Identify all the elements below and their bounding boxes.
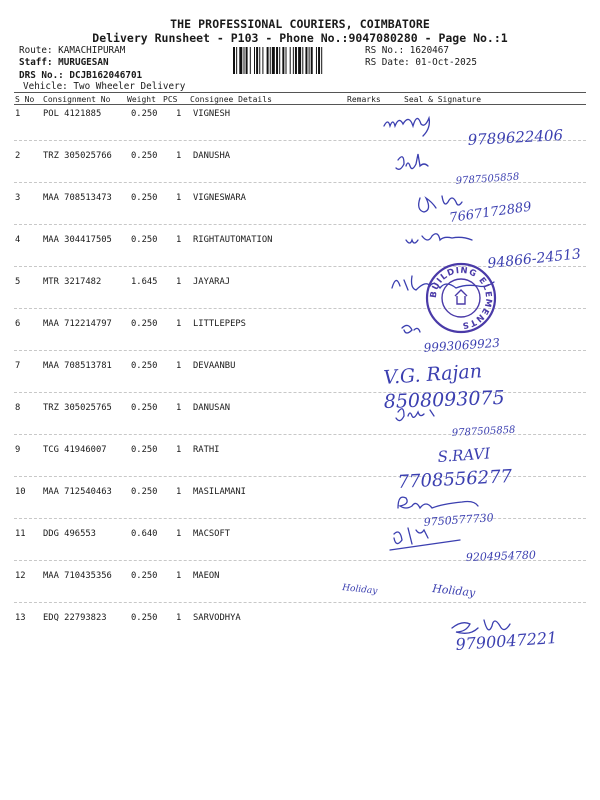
row-pcs: 1 bbox=[176, 235, 182, 245]
row-sno: 6 bbox=[15, 319, 21, 329]
drs-number: DRS No.: DCJB162046701 bbox=[19, 70, 143, 81]
row-sno: 3 bbox=[15, 193, 21, 203]
handwritten-remark-row-12: Holiday bbox=[341, 583, 378, 597]
row-consignee: DANUSAN bbox=[193, 403, 231, 413]
row-weight: 0.250 bbox=[131, 235, 158, 245]
col-seal-signature: Seal & Signature bbox=[404, 95, 482, 104]
company-seal-stamp bbox=[425, 262, 497, 334]
seal-text: BUILDING ELEMENTS bbox=[428, 265, 494, 331]
row-consignment-no: EDQ 22793823 bbox=[43, 613, 107, 623]
col-weight: Weight bbox=[127, 95, 156, 104]
row-sno: 7 bbox=[15, 361, 21, 371]
row-pcs: 1 bbox=[176, 487, 182, 497]
row-weight: 0.250 bbox=[131, 193, 158, 203]
rs-number: RS No.: 1620467 bbox=[365, 45, 449, 56]
row-consignee: VIGNESWARA bbox=[193, 193, 246, 203]
row-pcs: 1 bbox=[176, 151, 182, 161]
handwritten-phone-row-13: 9790047221 bbox=[454, 627, 558, 654]
vehicle-label: Vehicle: Two Wheeler Delivery bbox=[23, 81, 186, 92]
signature-row-6 bbox=[402, 325, 420, 333]
row-pcs: 1 bbox=[176, 277, 182, 287]
row-pcs: 1 bbox=[176, 529, 182, 539]
row-pcs: 1 bbox=[176, 193, 182, 203]
row-sno: 8 bbox=[15, 403, 21, 413]
row-consignment-no: MAA 708513781 bbox=[43, 361, 112, 371]
seal-inner-ring bbox=[442, 279, 480, 317]
row-consignment-no: MAA 712540463 bbox=[43, 487, 112, 497]
row-sno: 10 bbox=[15, 487, 26, 497]
handwritten-phone-row-4: 94866-24513 bbox=[486, 246, 582, 272]
handwritten-name-row-9: S.RAVI bbox=[437, 444, 491, 466]
row-sno: 4 bbox=[15, 235, 21, 245]
row-weight: 0.250 bbox=[131, 319, 158, 329]
row-weight: 0.250 bbox=[131, 361, 158, 371]
signature-row-2 bbox=[396, 154, 428, 169]
row-consignee: RATHI bbox=[193, 445, 220, 455]
row-sno: 13 bbox=[15, 613, 26, 623]
signature-row-4 bbox=[406, 234, 472, 243]
row-sno: 12 bbox=[15, 571, 26, 581]
col-pcs: PCS bbox=[163, 95, 178, 104]
runsheet-subtitle: Delivery Runsheet - P103 - Phone No.:9047080280 - Page No.:1 bbox=[92, 31, 508, 45]
row-consignee: JAYARAJ bbox=[193, 277, 231, 287]
row-consignment-no: TRZ 305025766 bbox=[43, 151, 112, 161]
row-pcs: 1 bbox=[176, 319, 182, 329]
row-weight: 0.250 bbox=[131, 571, 158, 581]
col-remarks: Remarks bbox=[347, 95, 381, 104]
col-sno: S No bbox=[15, 95, 35, 104]
row-consignment-no: TRZ 305025765 bbox=[43, 403, 112, 413]
row-consignment-no: MAA 712214797 bbox=[43, 319, 112, 329]
row-consignment-no: MAA 708513473 bbox=[43, 193, 112, 203]
row-consignee: MASILAMANI bbox=[193, 487, 246, 497]
row-weight: 0.250 bbox=[131, 613, 158, 623]
row-consignee: DANUSHA bbox=[193, 151, 231, 161]
row-consignee: SARVODHYA bbox=[193, 613, 241, 623]
signature-row-11 bbox=[390, 528, 460, 550]
row-pcs: 1 bbox=[176, 361, 182, 371]
col-consignment: Consignment No bbox=[43, 95, 111, 104]
row-weight: 0.250 bbox=[131, 151, 158, 161]
handwritten-text bbox=[341, 126, 582, 654]
row-consignee: MACSOFT bbox=[193, 529, 231, 539]
row-consignee: MAEON bbox=[193, 571, 220, 581]
row-sno: 11 bbox=[15, 529, 26, 539]
handwritten-phone-row-3: 7667172889 bbox=[448, 199, 533, 226]
row-consignee: VIGNESH bbox=[193, 109, 231, 119]
handwritten-name-row-7: V.G. Rajan bbox=[382, 360, 483, 389]
row-pcs: 1 bbox=[176, 613, 182, 623]
row-consignment-no: TCG 41946007 bbox=[43, 445, 107, 455]
signature-row-10 bbox=[398, 497, 478, 508]
col-consignee: Consignee Details bbox=[190, 95, 272, 104]
handwritten-seal-row-12: Holiday bbox=[431, 582, 476, 600]
handwritten-phone-row-9: 7708556277 bbox=[397, 466, 513, 493]
rs-date: RS Date: 01-Oct-2025 bbox=[365, 57, 477, 68]
row-weight: 0.250 bbox=[131, 403, 158, 413]
row-consignment-no: MAA 304417505 bbox=[43, 235, 112, 245]
handwritten-phone-row-2: 9787505858 bbox=[455, 171, 520, 187]
row-weight: 0.250 bbox=[131, 487, 158, 497]
handwritten-phone-row-8: 9787505858 bbox=[451, 424, 516, 439]
row-consignment-no: POL 4121885 bbox=[43, 109, 102, 119]
row-consignment-no: MAA 710435356 bbox=[43, 571, 112, 581]
row-weight: 0.250 bbox=[131, 445, 158, 455]
row-consignee: RIGHTAUTOMATION bbox=[193, 235, 273, 245]
handwritten-phone-row-11: 9204954780 bbox=[465, 548, 537, 564]
row-sno: 2 bbox=[15, 151, 21, 161]
row-weight: 0.250 bbox=[131, 109, 158, 119]
row-pcs: 1 bbox=[176, 109, 182, 119]
handwritten-phone-row-1: 9789622406 bbox=[467, 126, 564, 149]
handwritten-phone-row-7: 8508093075 bbox=[383, 386, 505, 413]
handwritten-phone-row-10: 9750577730 bbox=[423, 511, 495, 529]
row-weight: 1.645 bbox=[131, 277, 158, 287]
route-label: Route: KAMACHIPURAM bbox=[19, 45, 126, 56]
row-consignee: LITTLEPEPS bbox=[193, 319, 246, 329]
staff-label: Staff: MURUGESAN bbox=[19, 57, 109, 68]
row-consignment-no: DDG 496553 bbox=[43, 529, 96, 539]
row-weight: 0.640 bbox=[131, 529, 158, 539]
row-sno: 5 bbox=[15, 277, 21, 287]
row-consignee: DEVAANBU bbox=[193, 361, 236, 371]
row-consignment-no: MTR 3217482 bbox=[43, 277, 102, 287]
signature-row-1 bbox=[384, 118, 429, 136]
company-title: THE PROFESSIONAL COURIERS, COIMBATORE bbox=[170, 17, 430, 31]
row-pcs: 1 bbox=[176, 445, 182, 455]
row-sno: 1 bbox=[15, 109, 21, 119]
seal-building-icon bbox=[455, 290, 467, 304]
handwritten-phone-row-5: 9993069923 bbox=[423, 335, 501, 355]
row-pcs: 1 bbox=[176, 571, 182, 581]
row-pcs: 1 bbox=[176, 403, 182, 413]
row-sno: 9 bbox=[15, 445, 21, 455]
